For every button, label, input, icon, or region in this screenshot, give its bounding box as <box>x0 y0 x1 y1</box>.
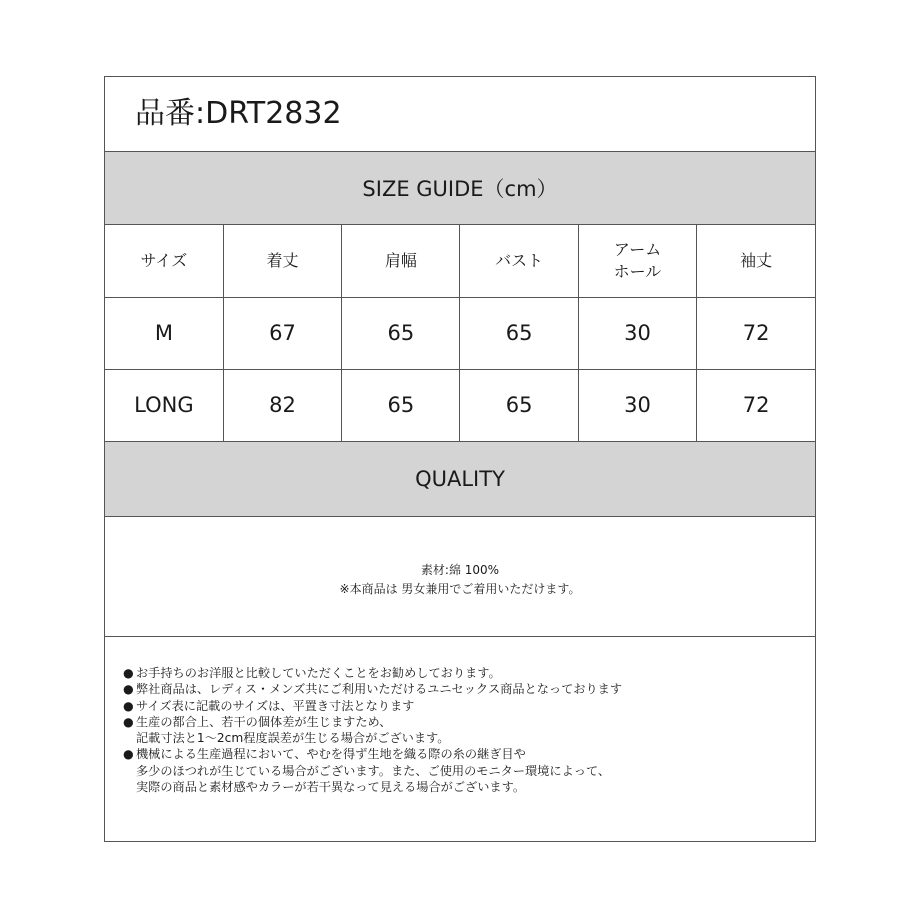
cell-shoulder: 65 <box>342 369 460 441</box>
list-item <box>123 665 803 681</box>
bullet-icon: ● <box>123 698 134 713</box>
note-line: 機械による生産過程において、やむを得ず生地を織る際の糸の継ぎ目や <box>136 747 526 762</box>
material-text: 素材:綿 100% <box>420 562 500 577</box>
unisex-note: ※本商品は 男女兼用でご着用いただけます。 <box>339 581 581 596</box>
row-size-label: M <box>105 297 223 369</box>
header-shoulder: 肩幅 <box>342 225 460 297</box>
table-row <box>105 297 815 369</box>
cell-length: 67 <box>223 297 341 369</box>
note-line: 実際の商品と素材感やカラーが若干異なって見える場合がございます。 <box>136 780 526 795</box>
note-line: 生産の都合上、若干の個体差が生じますため、 <box>136 714 392 729</box>
cell-armhole: 30 <box>578 297 696 369</box>
size-table <box>105 225 815 441</box>
product-code: 品番:DRT2832 <box>135 96 342 131</box>
product-code-row <box>105 77 815 152</box>
notes-list <box>123 665 803 795</box>
size-table-header-row <box>105 225 815 297</box>
list-item <box>123 681 803 697</box>
cell-length: 82 <box>223 369 341 441</box>
list-item <box>123 698 803 714</box>
size-guide-header: SIZE GUIDE（cm） <box>105 152 815 225</box>
quality-header: QUALITY <box>105 441 815 517</box>
header-size: サイズ <box>105 225 223 297</box>
list-item <box>123 746 803 795</box>
note-line: サイズ表に記載のサイズは、平置き寸法となります <box>136 698 415 713</box>
header-bust: バスト <box>460 225 578 297</box>
cell-sleeve: 72 <box>742 393 770 418</box>
cell-bust: 65 <box>460 297 578 369</box>
cell-bust: 65 <box>460 369 578 441</box>
material-section <box>105 517 815 637</box>
bullet-icon: ● <box>123 714 134 729</box>
bullet-icon: ● <box>123 666 134 680</box>
cell-shoulder: 65 <box>342 297 460 369</box>
header-armhole: アーム ホール <box>578 225 696 297</box>
list-item <box>123 714 803 747</box>
header-length: 着丈 <box>223 225 341 297</box>
header-sleeve: 袖丈 <box>697 225 815 297</box>
bullet-icon: ● <box>123 682 134 697</box>
table-row <box>105 369 815 441</box>
row-size-label: LONG <box>105 369 223 441</box>
size-guide-sheet <box>104 76 816 842</box>
note-line: 多少のほつれが生じている場合がございます。また、ご使用のモニター環境によって、 <box>136 763 611 778</box>
cell-armhole: 30 <box>578 369 696 441</box>
note-line: 弊社商品は、レディス・メンズ共にご利用いただけるユニセックス商品となっております <box>136 682 623 697</box>
note-line: お手持ちのお洋服と比較していただくことをお勧めしております。 <box>136 666 501 680</box>
note-line: 記載寸法と1～2cm程度誤差が生じる場合がございます。 <box>136 731 450 746</box>
bullet-icon: ● <box>123 747 134 762</box>
cell-sleeve: 72 <box>697 297 815 369</box>
